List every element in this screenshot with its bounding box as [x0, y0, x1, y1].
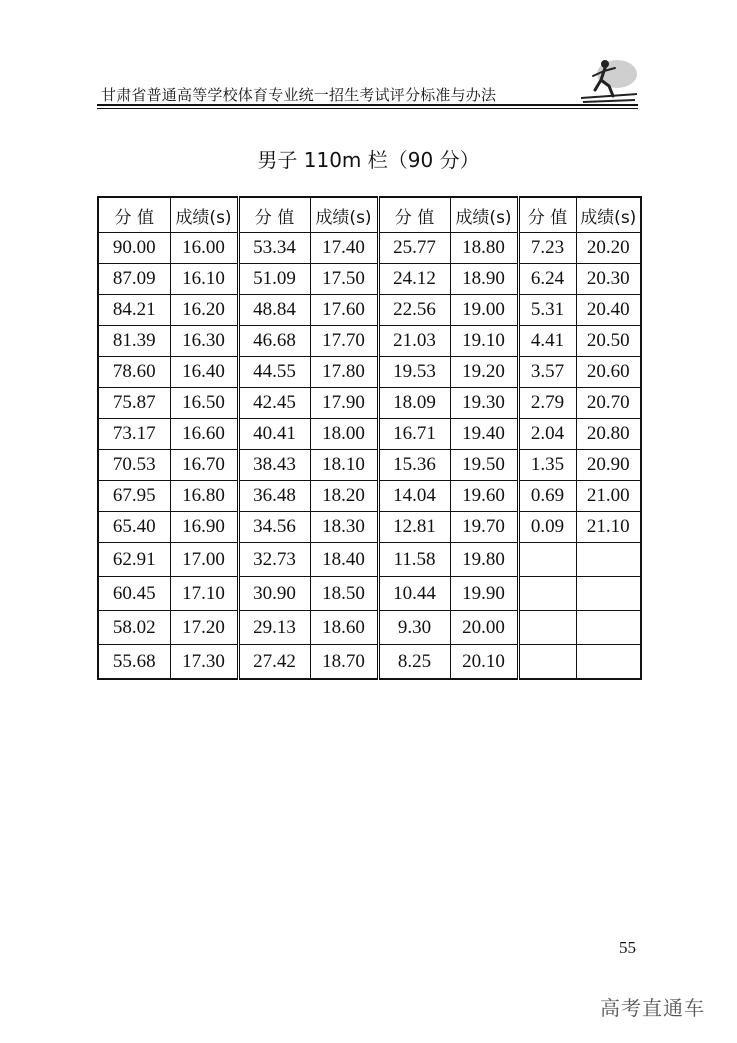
score-cell: 21.03	[378, 326, 450, 357]
skier-icon	[575, 56, 639, 104]
score-cell	[518, 611, 576, 645]
time-cell: 16.90	[170, 512, 238, 543]
column-header-score: 分 值	[98, 197, 170, 233]
time-cell: 18.70	[310, 645, 378, 680]
watermark: 高考直通车	[600, 996, 705, 1020]
score-cell: 87.09	[98, 264, 170, 295]
score-cell: 1.35	[518, 450, 576, 481]
score-cell: 75.87	[98, 388, 170, 419]
time-cell: 19.60	[450, 481, 518, 512]
score-cell: 6.24	[518, 264, 576, 295]
score-cell: 4.41	[518, 326, 576, 357]
score-cell: 7.23	[518, 233, 576, 264]
time-cell: 19.00	[450, 295, 518, 326]
time-cell: 17.50	[310, 264, 378, 295]
time-cell: 18.20	[310, 481, 378, 512]
score-cell: 16.71	[378, 419, 450, 450]
table-row	[98, 388, 641, 419]
time-cell: 17.60	[310, 295, 378, 326]
score-cell: 5.31	[518, 295, 576, 326]
column-header-time: 成绩(s)	[576, 197, 641, 233]
time-cell: 16.10	[170, 264, 238, 295]
score-cell: 25.77	[378, 233, 450, 264]
time-cell: 20.50	[576, 326, 641, 357]
column-header-score: 分 值	[238, 197, 310, 233]
time-cell: 16.20	[170, 295, 238, 326]
time-cell: 16.40	[170, 357, 238, 388]
score-cell: 18.09	[378, 388, 450, 419]
table-header-row	[98, 197, 641, 233]
column-header-time: 成绩(s)	[310, 197, 378, 233]
score-cell: 0.69	[518, 481, 576, 512]
time-cell: 16.80	[170, 481, 238, 512]
time-cell: 20.40	[576, 295, 641, 326]
score-cell: 22.56	[378, 295, 450, 326]
table-row	[98, 450, 641, 481]
score-cell: 58.02	[98, 611, 170, 645]
time-cell: 18.30	[310, 512, 378, 543]
score-cell: 65.40	[98, 512, 170, 543]
time-cell: 16.50	[170, 388, 238, 419]
score-cell	[518, 577, 576, 611]
score-table-body	[98, 233, 641, 680]
time-cell: 20.20	[576, 233, 641, 264]
score-cell: 24.12	[378, 264, 450, 295]
score-cell: 30.90	[238, 577, 310, 611]
time-cell: 20.60	[576, 357, 641, 388]
time-cell: 19.90	[450, 577, 518, 611]
document-header-title: 甘肃省普通高等学校体育专业统一招生考试评分标准与办法	[101, 86, 497, 104]
score-cell: 70.53	[98, 450, 170, 481]
time-cell: 19.50	[450, 450, 518, 481]
time-cell: 19.20	[450, 357, 518, 388]
table-row	[98, 645, 641, 680]
score-cell: 81.39	[98, 326, 170, 357]
score-cell: 67.95	[98, 481, 170, 512]
time-cell: 16.30	[170, 326, 238, 357]
time-cell: 19.40	[450, 419, 518, 450]
table-row	[98, 481, 641, 512]
time-cell: 20.90	[576, 450, 641, 481]
time-cell: 21.00	[576, 481, 641, 512]
time-cell: 17.20	[170, 611, 238, 645]
time-cell: 18.90	[450, 264, 518, 295]
time-cell	[576, 645, 641, 680]
score-cell: 14.04	[378, 481, 450, 512]
time-cell: 20.00	[450, 611, 518, 645]
time-cell	[576, 543, 641, 577]
time-cell: 18.60	[310, 611, 378, 645]
header-rule	[97, 104, 638, 106]
table-row	[98, 264, 641, 295]
time-cell: 17.80	[310, 357, 378, 388]
score-cell: 40.41	[238, 419, 310, 450]
time-cell: 17.40	[310, 233, 378, 264]
time-cell: 20.80	[576, 419, 641, 450]
time-cell: 17.90	[310, 388, 378, 419]
table-row	[98, 577, 641, 611]
score-cell: 11.58	[378, 543, 450, 577]
header-rule-thin	[97, 108, 638, 109]
score-cell: 44.55	[238, 357, 310, 388]
score-cell: 73.17	[98, 419, 170, 450]
table-row	[98, 543, 641, 577]
score-cell: 10.44	[378, 577, 450, 611]
time-cell: 16.60	[170, 419, 238, 450]
score-cell: 90.00	[98, 233, 170, 264]
score-cell: 9.30	[378, 611, 450, 645]
time-cell: 19.30	[450, 388, 518, 419]
time-cell: 18.40	[310, 543, 378, 577]
time-cell: 18.10	[310, 450, 378, 481]
table-row	[98, 611, 641, 645]
time-cell: 17.70	[310, 326, 378, 357]
score-cell: 15.36	[378, 450, 450, 481]
score-cell	[518, 543, 576, 577]
score-cell: 36.48	[238, 481, 310, 512]
score-cell: 12.81	[378, 512, 450, 543]
column-header-score: 分 值	[518, 197, 576, 233]
score-cell: 29.13	[238, 611, 310, 645]
score-cell: 42.45	[238, 388, 310, 419]
table-row	[98, 233, 641, 264]
time-cell	[576, 577, 641, 611]
time-cell: 18.50	[310, 577, 378, 611]
table-row	[98, 295, 641, 326]
table-title: 男子 110m 栏（90 分）	[257, 148, 480, 172]
score-cell	[518, 645, 576, 680]
time-cell	[576, 611, 641, 645]
time-cell: 16.00	[170, 233, 238, 264]
score-cell: 38.43	[238, 450, 310, 481]
page-number: 55	[619, 938, 636, 957]
time-cell: 19.10	[450, 326, 518, 357]
time-cell: 18.80	[450, 233, 518, 264]
score-cell: 78.60	[98, 357, 170, 388]
score-cell: 19.53	[378, 357, 450, 388]
time-cell: 19.70	[450, 512, 518, 543]
table-row	[98, 512, 641, 543]
time-cell: 17.00	[170, 543, 238, 577]
score-cell: 62.91	[98, 543, 170, 577]
score-cell: 34.56	[238, 512, 310, 543]
time-cell: 20.10	[450, 645, 518, 680]
score-cell: 46.68	[238, 326, 310, 357]
table-row	[98, 326, 641, 357]
score-cell: 3.57	[518, 357, 576, 388]
time-cell: 20.30	[576, 264, 641, 295]
column-header-time: 成绩(s)	[170, 197, 238, 233]
score-cell: 2.79	[518, 388, 576, 419]
score-cell: 53.34	[238, 233, 310, 264]
score-cell: 55.68	[98, 645, 170, 680]
score-cell: 0.09	[518, 512, 576, 543]
score-cell: 8.25	[378, 645, 450, 680]
score-cell: 32.73	[238, 543, 310, 577]
score-cell: 51.09	[238, 264, 310, 295]
time-cell: 17.10	[170, 577, 238, 611]
table-row	[98, 419, 641, 450]
time-cell: 21.10	[576, 512, 641, 543]
score-table	[97, 196, 642, 680]
column-header-score: 分 值	[378, 197, 450, 233]
time-cell: 18.00	[310, 419, 378, 450]
time-cell: 16.70	[170, 450, 238, 481]
score-cell: 48.84	[238, 295, 310, 326]
table-row	[98, 357, 641, 388]
score-cell: 84.21	[98, 295, 170, 326]
time-cell: 20.70	[576, 388, 641, 419]
time-cell: 17.30	[170, 645, 238, 680]
score-cell: 60.45	[98, 577, 170, 611]
score-cell: 2.04	[518, 419, 576, 450]
column-header-time: 成绩(s)	[450, 197, 518, 233]
time-cell: 19.80	[450, 543, 518, 577]
score-cell: 27.42	[238, 645, 310, 680]
